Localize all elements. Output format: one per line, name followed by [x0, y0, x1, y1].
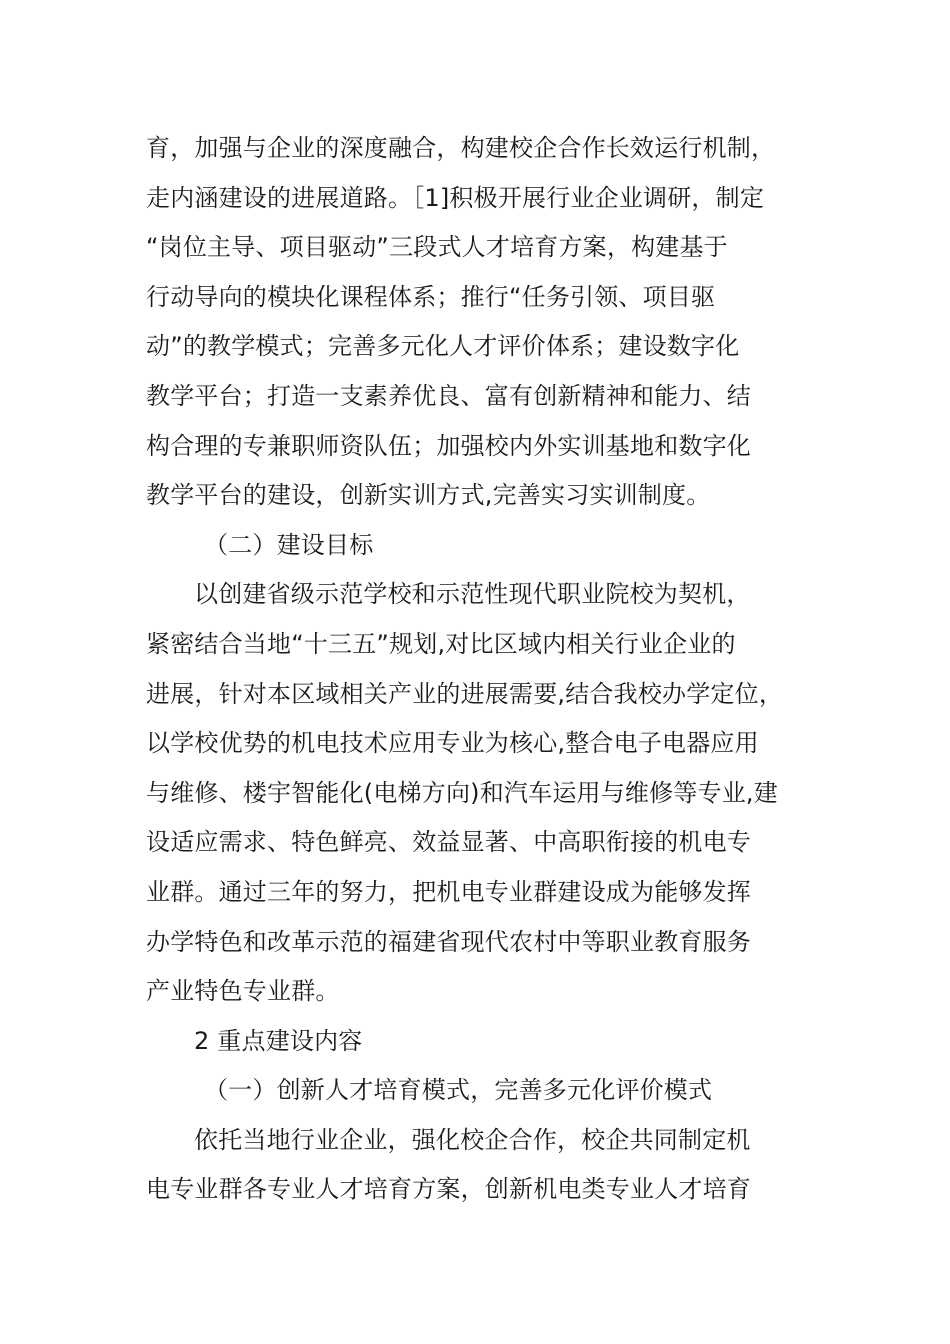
text-line: 设适应需求、特色鲜亮、效益显著、中高职衔接的机电专 [146, 828, 751, 857]
text-line: 业群。通过三年的努力，把机电专业群建设成为能够发挥 [146, 877, 751, 906]
text-line: 办学特色和改革示范的福建省现代农村中等职业教育服务 [146, 927, 751, 956]
text-line: 构合理的专兼职师资队伍；加强校内外实训基地和数字化 [146, 431, 751, 460]
text-line: “岗位主导、项目驱动”三段式人才培育方案，构建基于 [146, 233, 728, 262]
text-line: 与维修、楼宇智能化(电梯方向)和汽车运用与维修等专业,建 [146, 778, 778, 807]
text-line: 电专业群各专业人才培育方案，创新机电类专业人才培育 [146, 1175, 751, 1204]
text-line: 动”的教学模式；完善多元化人才评价体系；建设数字化 [146, 332, 740, 361]
text-line: 走内涵建设的进展道路。［1]积极开展行业企业调研，制定 [146, 183, 765, 212]
text-line: 进展，针对本区域相关产业的进展需要,结合我校办学定位， [146, 679, 784, 708]
document-body [146, 124, 806, 1215]
text-line: 产业特色专业群。 [146, 977, 340, 1006]
text-line: 依托当地行业企业，强化校企合作，校企共同制定机 [194, 1125, 751, 1154]
text-line: （二）建设目标 [204, 530, 374, 559]
text-line: 教学平台；打造一支素养优良、富有创新精神和能力、结 [146, 381, 751, 410]
text-line: 教学平台的建设，创新实训方式,完善实习实训制度。 [146, 481, 711, 510]
text-line: 紧密结合当地“十三五”规划,对比区域内相关行业企业的 [146, 629, 736, 658]
text-line: 2 重点建设内容 [194, 1026, 363, 1055]
text-line: 以创建省级示范学校和示范性现代职业院校为契机， [194, 580, 751, 609]
text-line: （一）创新人才培育模式，完善多元化评价模式 [204, 1076, 713, 1105]
text-line: 以学校优势的机电技术应用专业为核心,整合电子电器应用 [146, 729, 759, 758]
text-line: 行动导向的模块化课程体系；推行“任务引领、项目驱 [146, 282, 716, 311]
text-line: 育，加强与企业的深度融合，构建校企合作长效运行机制， [146, 134, 776, 162]
